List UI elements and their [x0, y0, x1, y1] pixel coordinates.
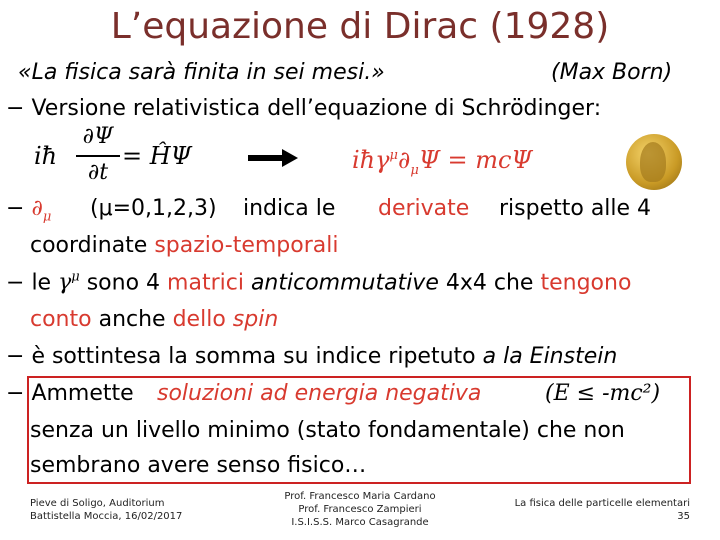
schrodinger-numerator: ∂Ψ [82, 124, 114, 149]
einstein-sum-text: è sottintesa la somma su indice ripetuto [31, 344, 476, 369]
negative-energy-text: soluzioni ad energia negativa [157, 381, 482, 406]
partial-mu-symbol: $\partial_\mu$ [31, 196, 52, 225]
footer-authors [270, 490, 450, 529]
bullet-marker: − [6, 344, 25, 369]
bullet-schrodinger [6, 96, 601, 121]
4x4-che-text: 4x4 che [445, 270, 534, 296]
bullet2-derivate: derivate [378, 196, 470, 221]
footer-date: Battistella Moccia, 16/02/2017 [30, 511, 183, 522]
matrici-text: matrici [167, 270, 244, 296]
dirac-equation: $iħ\gamma^\mu\partial_\mu\Psi = mc\Psi$ [352, 146, 533, 178]
schrodinger-rhs: = ĤΨ [122, 142, 192, 170]
tengono-text: tengono [540, 270, 632, 296]
footer-school: I.S.I.S.S. Marco Casagrande [291, 517, 429, 528]
le-text: le [31, 270, 52, 296]
ammette-text: Ammette [31, 381, 134, 406]
footer-author-1: Prof. Francesco Maria Cardano [284, 491, 436, 502]
coordinate-text: coordinate [30, 233, 148, 258]
bullet2-line2 [30, 233, 339, 258]
sono-4-text: sono 4 [86, 270, 161, 296]
energy-condition: (E ≤ -mc²) [545, 381, 661, 406]
bullet-einstein-sum [6, 344, 617, 369]
bullet-gamma-matrices [6, 270, 631, 295]
schrodinger-denominator: ∂t [87, 160, 109, 185]
spin-text: spin [232, 307, 279, 332]
gamma-mu-symbol: $\gamma^\mu$ [58, 270, 80, 296]
right-arrow-icon [248, 148, 300, 168]
bullet5-line3: sembrano avere senso fisico… [30, 453, 367, 478]
bullet5-line2: senza un livello minimo (stato fondamentale) che non [30, 418, 625, 443]
footer-author-2: Prof. Francesco Zampieri [298, 504, 422, 515]
conto-text: conto [30, 307, 92, 332]
born-quote: «La fisica sarà finita in sei mesi.» [18, 60, 385, 85]
quote-author: (Max Born) [551, 60, 673, 85]
bullet2-text2: rispetto alle 4 [499, 196, 652, 221]
bullet3-line2 [30, 307, 278, 332]
bullet-marker: − [6, 381, 25, 406]
slide-number: 35 [677, 511, 690, 522]
footer-course-title: La fisica delle particelle elementari [514, 498, 690, 509]
bullet-marker: − [6, 270, 25, 296]
footer-location [30, 497, 182, 523]
bullet-derivative [6, 196, 51, 224]
footer-venue: Pieve di Soligo, Auditorium [30, 498, 165, 509]
bullet-negative-energy [6, 381, 134, 406]
anche-text: anche [98, 307, 166, 332]
schrodinger-prefix: iħ [34, 142, 58, 170]
bullet-text: Versione relativistica dell’equazione di Schrödinger: [31, 96, 602, 121]
slide-title: L’equazione di Dirac (1928) [110, 6, 610, 47]
fraction-bar [76, 155, 120, 157]
spazio-temporali-text: spazio-temporali [154, 233, 339, 258]
nobel-medal-icon [626, 134, 682, 190]
dello-text: dello [172, 307, 226, 332]
a-la-einstein-text: a la Einstein [482, 344, 618, 369]
bullet-marker: − [6, 96, 25, 121]
mu-range: (μ=0,1,2,3) [90, 196, 217, 221]
footer-course [510, 497, 690, 523]
bullet-marker: − [6, 196, 25, 221]
anticommutative-text: anticommutative [250, 270, 439, 296]
bullet2-text1: indica le [243, 196, 336, 221]
